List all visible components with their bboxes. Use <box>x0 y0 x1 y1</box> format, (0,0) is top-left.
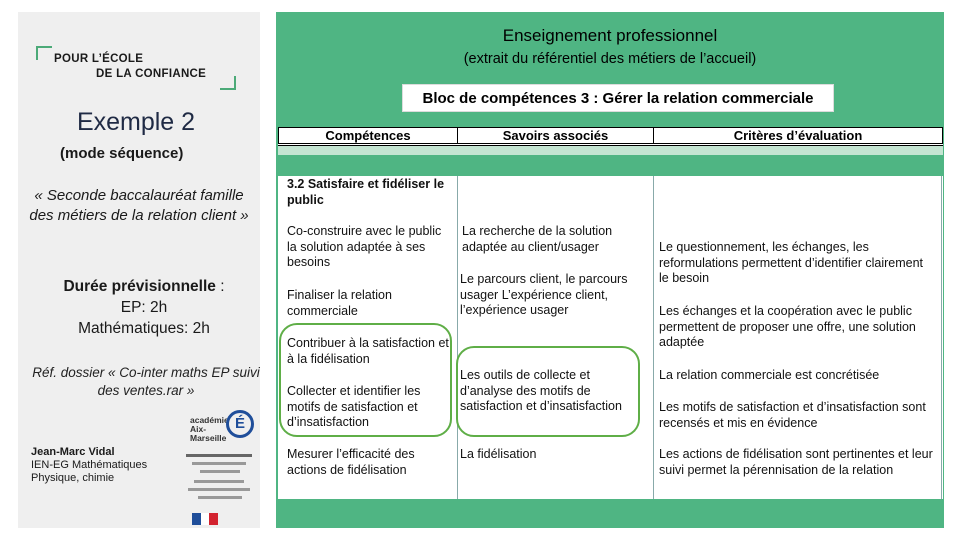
critere-item: Les échanges et la coopération avec le public permettent de proposer une offre, une solution adaptée <box>659 304 916 349</box>
ministry-text-line <box>188 488 250 491</box>
competence-item: Collecter et identifier les motifs de satisfaction et d’insatisfaction <box>287 384 421 429</box>
reference-file: Réf. dossier « Co-inter maths EP suivi des ventes.rar » <box>32 365 260 398</box>
col-header-savoirs: Savoirs associés <box>457 127 654 144</box>
competence-item: Mesurer l’efficacité des actions de fidélisation <box>287 447 415 477</box>
duration-label: Durée prévisionnelle <box>63 278 216 295</box>
savoir-item: Les outils de collecte et d’analyse des motifs de satisfaction et d’insatisfaction <box>460 368 622 413</box>
author-block <box>31 446 147 485</box>
duration-heading <box>26 276 262 297</box>
column-divider <box>941 176 942 499</box>
logo-line-1: POUR L’ÉCOLE <box>54 53 144 65</box>
logo-bracket-top <box>36 46 52 60</box>
competence-item: Co-construire avec le public la solution adaptée à ses besoins <box>287 224 442 269</box>
ministry-text-line <box>200 470 240 473</box>
ministry-text-line <box>192 462 246 465</box>
competence-heading: 3.2 Satisfaire et fidéliser le public <box>287 177 445 207</box>
ministry-text-line <box>186 454 252 457</box>
header-title: Enseignement professionnel <box>502 26 718 45</box>
author-role-1: IEN-EG Mathématiques <box>31 459 148 471</box>
logo-line-2: DE LA CONFIANCE <box>96 68 207 80</box>
ecole-confiance-logo <box>36 46 236 90</box>
duration-block <box>26 276 262 339</box>
critere-item: La relation commerciale est concrétisée <box>659 368 880 382</box>
example-title: Exemple 2 <box>76 108 196 136</box>
example-subtitle: (mode séquence) <box>60 145 184 162</box>
example-description: « Seconde baccalauréat famille des métiers de la relation client » <box>29 187 249 224</box>
author-role-2: Physique, chimie <box>31 472 115 484</box>
table-green-band <box>278 155 943 176</box>
header-subtitle: (extrait du référentiel des métiers de l’accueil) <box>463 51 757 67</box>
competence-item: Finaliser la relation commerciale <box>287 288 392 318</box>
duration-ep: EP: 2h <box>120 299 168 316</box>
column-divider <box>653 176 654 499</box>
highlight-oval-competences <box>279 323 452 437</box>
col-header-criteres: Critères d’évaluation <box>653 127 943 144</box>
competence-item: Contribuer à la satisfaction et à la fidélisation <box>287 336 449 366</box>
column-divider <box>457 176 458 499</box>
duration-colon: : <box>215 278 225 295</box>
critere-item: Les actions de fidélisation sont pertinentes et leur suivi permet la pérennisation de la relation <box>659 447 933 477</box>
critere-item: Le questionnement, les échanges, les reformulations permettent d’identifier clairement le besoin <box>659 240 924 285</box>
logo-bracket-bottom <box>220 76 236 90</box>
duration-math: Mathématiques: 2h <box>78 320 210 337</box>
french-flag-icon <box>192 512 218 524</box>
savoir-item: La fidélisation <box>460 447 537 461</box>
highlight-oval-savoirs <box>456 346 640 437</box>
academy-logo <box>180 408 258 526</box>
ministry-text-line <box>194 480 244 483</box>
bloc-competences-title: Bloc de compétences 3 : Gérer la relation commerciale <box>402 84 834 112</box>
savoir-item: Le parcours client, le parcours usager L’expérience client, l’expérience usager <box>460 272 628 317</box>
savoir-item: La recherche de la solution adaptée au client/usager <box>462 224 613 254</box>
ministry-text-line <box>198 496 242 499</box>
academy-name: académie Aix-Marseille <box>190 415 229 443</box>
critere-item: Les motifs de satisfaction et d’insatisfaction sont recensés et mis en évidence <box>659 400 926 430</box>
col-header-competences: Compétences <box>278 127 458 144</box>
academy-badge-icon: É <box>226 410 254 438</box>
author-name: Jean-Marc Vidal <box>31 446 115 458</box>
